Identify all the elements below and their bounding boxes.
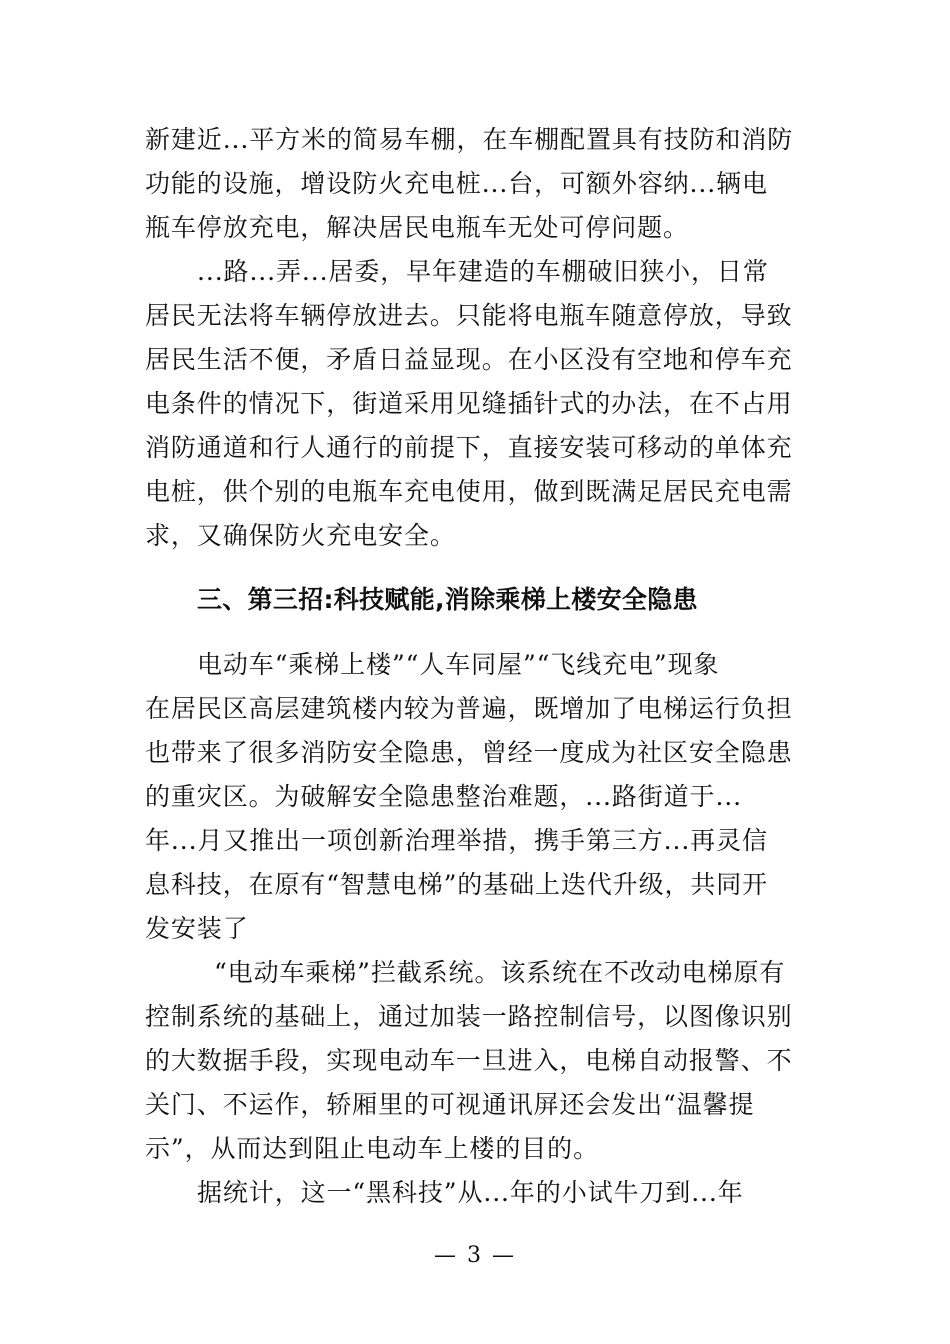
paragraph-2-line-2: 居民无法将车辆停放进去。只能将电瓶车随意停放，导致 <box>145 301 793 330</box>
paragraph-5-line-1: 据统计，这一“黑科技”从...年的小试牛刀到...年 <box>197 1178 744 1207</box>
paragraph-2-line-6: 电桩，供个别的电瓶车充电使用，做到既满足居民充电需 <box>145 477 793 506</box>
paragraph-2-line-3: 居民生活不便，矛盾日益显现。在小区没有空地和停车充 <box>145 345 793 374</box>
paragraph-3-line-6: 息科技，在原有“智慧电梯”的基础上迭代升级，共同开 <box>145 870 769 899</box>
paragraph-2-line-5: 消防通道和行人通行的前提下，直接安装可移动的单体充 <box>145 433 793 462</box>
paragraph-2-line-1: ...路...弄...居委，早年建造的车棚破旧狭小，日常 <box>197 257 769 286</box>
paragraph-4-line-2: 控制系统的基础上，通过加装一路控制信号，以图像识别 <box>145 1002 793 1031</box>
paragraph-3-line-1: 电动车“乘梯上楼”“人车同屋”“飞线充电”现象 <box>197 650 720 679</box>
paragraph-1-line-1: 新建近...平方米的简易车棚，在车棚配置具有技防和消防 <box>145 125 794 154</box>
paragraph-2-line-7: 求，又确保防火充电安全。 <box>145 521 456 550</box>
paragraph-4-line-1: “电动车乘梯”拦截系统。该系统在不改动电梯原有 <box>214 958 786 987</box>
paragraph-2-line-4: 电条件的情况下，街道采用见缝插针式的办法，在不占用 <box>145 389 793 418</box>
paragraph-4-line-5: 示”，从而达到阻止电动车上楼的目的。 <box>145 1134 599 1163</box>
paragraph-1-line-3: 瓶车停放充电，解决居民电瓶车无处可停问题。 <box>145 213 689 242</box>
paragraph-4-line-3: 的大数据手段，实现电动车一旦进入，电梯自动报警、不 <box>145 1046 793 1075</box>
paragraph-1-line-2: 功能的设施，增设防火充电桩...台，可额外容纳...辆电 <box>145 169 768 198</box>
paragraph-3-line-2: 在居民区高层建筑楼内较为普遍，既增加了电梯运行负担 <box>145 694 793 723</box>
page-number: — 3 — <box>434 1243 516 1268</box>
paragraph-3-line-7: 发安装了 <box>145 914 249 943</box>
paragraph-3-line-5: 年...月又推出一项创新治理举措，携手第三方...再灵信 <box>145 826 768 855</box>
section-heading: 三、第三招:科技赋能,消除乘梯上楼安全隐患 <box>197 585 698 614</box>
paragraph-3-line-4: 的重灾区。为破解安全隐患整治难题，...路街道于... <box>145 782 742 811</box>
paragraph-4-line-4: 关门、不运作，轿厢里的可视通讯屏还会发出“温馨提 <box>145 1090 755 1119</box>
paragraph-3-line-3: 也带来了很多消防安全隐患，曾经一度成为社区安全隐患 <box>145 738 793 767</box>
